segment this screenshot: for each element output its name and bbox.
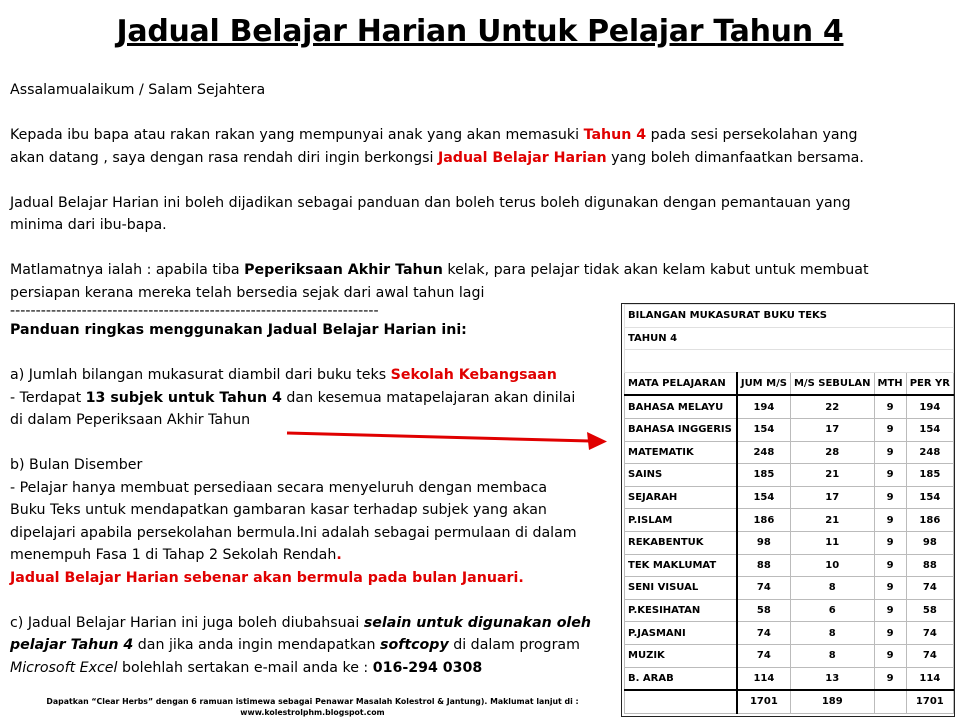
table-cell: M/S SEBULAN — [790, 372, 874, 395]
table-cell: 58 — [737, 599, 791, 622]
table-cell: 10 — [790, 554, 874, 577]
table-cell: 74 — [737, 644, 791, 667]
table-cell: 248 — [737, 441, 791, 464]
table-cell: 74 — [737, 622, 791, 645]
table-row — [625, 599, 954, 622]
table-cell: 74 — [906, 622, 953, 645]
section-b-line5: Jadual Belajar Harian sebenar akan bermula pada bulan Januari. — [10, 569, 524, 586]
para2-line2: minima dari ibu-bapa. — [10, 217, 167, 233]
table-cell: 1701 — [737, 690, 791, 713]
section-c-line2: pelajar Tahun 4 dan jika anda ingin mendapatkan softcopy di dalam program — [10, 637, 580, 653]
table-cell: SAINS — [625, 464, 737, 487]
table-cell: MATEMATIK — [625, 441, 737, 464]
table-cell: 186 — [737, 509, 791, 532]
table-spacer — [625, 350, 954, 373]
section-a-line3: di dalam Peperiksaan Akhir Tahun — [10, 412, 251, 428]
table-cell: 8 — [790, 577, 874, 600]
para3-line1: Matlamatnya ialah : apabila tiba Peperiksaan Akhir Tahun kelak, para pelajar tidak akan kelam kabut untuk membuat — [10, 262, 869, 278]
table-cell: BAHASA MELAYU — [625, 395, 737, 418]
table-cell: SEJARAH — [625, 486, 737, 509]
table-header-row — [625, 372, 954, 395]
table-row — [625, 418, 954, 441]
table-cell: 22 — [790, 395, 874, 418]
highlight-sk: Sekolah Kebangsaan — [390, 367, 557, 383]
table-subtitle: TAHUN 4 — [625, 327, 954, 350]
table-cell: 194 — [906, 395, 953, 418]
table-cell: TEK MAKLUMAT — [625, 554, 737, 577]
table-cell: 13 — [790, 667, 874, 690]
table-cell: 185 — [737, 464, 791, 487]
table-cell: PER YR — [906, 372, 953, 395]
table-row — [625, 509, 954, 532]
table-cell: 88 — [737, 554, 791, 577]
para3-line2: persiapan kerana mereka telah bersedia sejak dari awal tahun lagi — [10, 284, 485, 301]
para1-line2: akan datang , saya dengan rasa rendah diri ingin berkongsi Jadual Belajar Harian yang boleh dimanfaatkan bersama. — [10, 149, 864, 166]
table-cell: 9 — [874, 509, 906, 532]
table-cell: REKABENTUK — [625, 531, 737, 554]
guide-heading: Panduan ringkas menggunakan Jadual Belajar Harian ini: — [10, 322, 467, 338]
phone-number: 016-294 0308 — [372, 659, 483, 676]
para2-line1: Jadual Belajar Harian ini boleh dijadikan sebagai panduan dan boleh terus boleh digunakan dengan pemantauan yang — [10, 194, 851, 211]
table-cell: 9 — [874, 644, 906, 667]
table-row — [625, 622, 954, 645]
table-title-row — [625, 305, 954, 328]
table-cell: 186 — [906, 509, 953, 532]
table-cell: 11 — [790, 531, 874, 554]
table-cell: 9 — [874, 667, 906, 690]
table-cell: 154 — [906, 486, 953, 509]
table-row — [625, 531, 954, 554]
page-title: Jadual Belajar Harian Untuk Pelajar Tahun 4 — [116, 14, 844, 49]
divider: ------------------------------------------------------------------------ — [10, 303, 379, 319]
table-cell: 185 — [906, 464, 953, 487]
table-spacer-row — [625, 350, 954, 373]
table-row — [625, 395, 954, 418]
table-cell: 17 — [790, 486, 874, 509]
table-cell: MUZIK — [625, 644, 737, 667]
table-cell: 189 — [790, 690, 874, 713]
footer — [0, 696, 625, 718]
table-cell: 9 — [874, 486, 906, 509]
table-cell: 58 — [906, 599, 953, 622]
highlight-peperiksaan: Peperiksaan Akhir Tahun — [244, 262, 443, 278]
table-cell: 154 — [737, 418, 791, 441]
table-cell: 17 — [790, 418, 874, 441]
table-row — [625, 441, 954, 464]
section-b-line2: Buku Teks untuk mendapatkan gambaran kasar terhadap subjek yang akan — [10, 502, 547, 518]
table-row — [625, 464, 954, 487]
para1-line1: Kepada ibu bapa atau rakan rakan yang mempunyai anak yang akan memasuki Tahun 4 pada sesi persekolahan yang — [10, 127, 858, 143]
table-cell: 9 — [874, 554, 906, 577]
table-cell: B. ARAB — [625, 667, 737, 690]
table-cell: 8 — [790, 644, 874, 667]
table-cell: 21 — [790, 464, 874, 487]
table-row — [625, 577, 954, 600]
table-cell: 9 — [874, 599, 906, 622]
table-cell: 154 — [737, 486, 791, 509]
table-cell: 9 — [874, 441, 906, 464]
table-cell: P.JASMANI — [625, 622, 737, 645]
table-cell: 98 — [737, 531, 791, 554]
table-cell: 9 — [874, 577, 906, 600]
table-cell: 88 — [906, 554, 953, 577]
section-b-heading: b) Bulan Disember — [10, 457, 143, 473]
table-cell: 74 — [906, 577, 953, 600]
table-row — [625, 644, 954, 667]
section-b-line4: menempuh Fasa 1 di Tahap 2 Sekolah Rendah. — [10, 547, 342, 563]
table-row — [625, 486, 954, 509]
table-cell: P.KESIHATAN — [625, 599, 737, 622]
footer-line1: Dapatkan “Clear Herbs” dengan 6 ramuan istimewa sebagai Penawar Masalah Kolestrol & Jantung). Maklumat lanjut di : — [46, 697, 579, 706]
table-cell: MTH — [874, 372, 906, 395]
textbook-pages-table — [621, 303, 955, 717]
highlight-tahun4: Tahun 4 — [583, 127, 647, 143]
highlight-jadual: Jadual Belajar Harian — [437, 149, 607, 166]
table-cell: BAHASA INGGERIS — [625, 418, 737, 441]
footer-url[interactable]: www.kolestrolphm.blogspot.com — [240, 708, 385, 717]
table-cell: 114 — [906, 667, 953, 690]
section-c-line1: c) Jadual Belajar Harian ini juga boleh diubahsuai selain untuk digunakan oleh — [10, 614, 592, 631]
table-cell: 74 — [737, 577, 791, 600]
table-cell: JUM M/S — [737, 372, 791, 395]
table-cell: MATA PELAJARAN — [625, 372, 737, 395]
section-b-line3: dipelajari apabila persekolahan bermula.Ini adalah sebagai permulaan di dalam — [10, 524, 577, 541]
table-cell: 9 — [874, 418, 906, 441]
table-cell: 28 — [790, 441, 874, 464]
arrow-right-icon — [285, 425, 610, 455]
table-cell: 114 — [737, 667, 791, 690]
greeting: Assalamualaikum / Salam Sejahtera — [10, 82, 266, 98]
table-cell: 9 — [874, 622, 906, 645]
table-row — [625, 667, 954, 690]
table-cell — [625, 690, 737, 713]
table-cell — [874, 690, 906, 713]
table-subtitle-row — [625, 327, 954, 350]
table-cell: 9 — [874, 464, 906, 487]
table-cell: 1701 — [906, 690, 953, 713]
table-cell: 6 — [790, 599, 874, 622]
table-title: BILANGAN MUKASURAT BUKU TEKS — [625, 305, 954, 328]
table-cell: 74 — [906, 644, 953, 667]
table-cell: 8 — [790, 622, 874, 645]
table-cell: 248 — [906, 441, 953, 464]
table-row — [625, 554, 954, 577]
table-cell: SENI VISUAL — [625, 577, 737, 600]
table-cell: P.ISLAM — [625, 509, 737, 532]
table-cell: 9 — [874, 531, 906, 554]
section-a-line1: a) Jumlah bilangan mukasurat diambil dari buku teks Sekolah Kebangsaan — [10, 367, 557, 383]
table-cell: 98 — [906, 531, 953, 554]
section-c-line3: Microsoft Excel bolehlah sertakan e-mail anda ke : 016-294 0308 — [10, 659, 483, 676]
table-cell: 154 — [906, 418, 953, 441]
table-cell: 194 — [737, 395, 791, 418]
section-b-line1: - Pelajar hanya membuat persediaan secara menyeluruh dengan membaca — [10, 479, 548, 496]
table-cell: 9 — [874, 395, 906, 418]
section-a-line2: - Terdapat 13 subjek untuk Tahun 4 dan kesemua matapelajaran akan dinilai — [10, 389, 576, 406]
table-cell: 21 — [790, 509, 874, 532]
pages-table — [624, 304, 954, 714]
table-total-row — [625, 690, 954, 713]
